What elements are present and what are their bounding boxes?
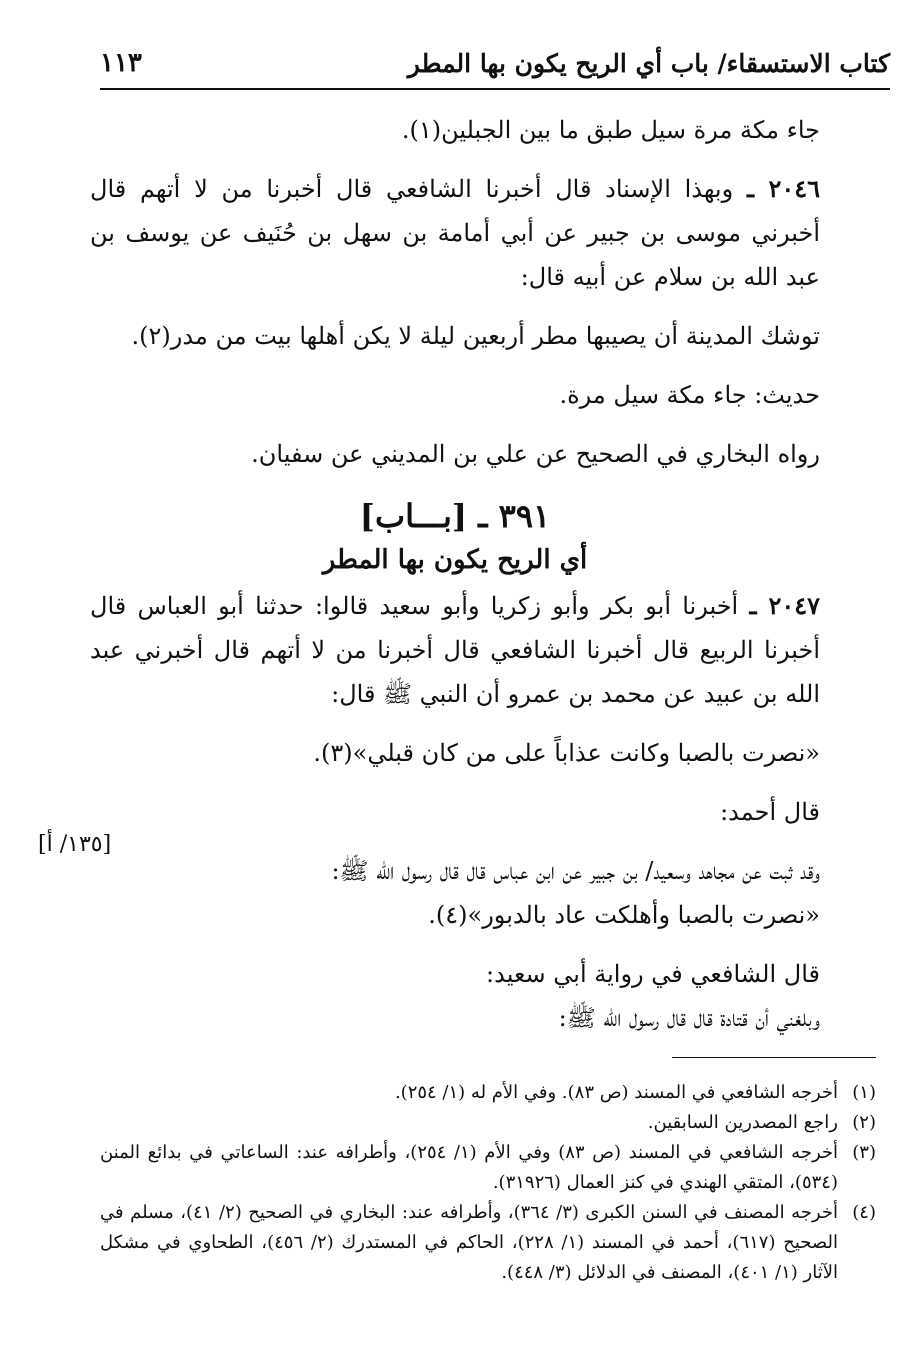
footnotes xyxy=(100,1078,876,1288)
paragraph: رواه البخاري في الصحيح عن علي بن المديني عن سفيان. xyxy=(251,440,820,468)
footnote-number: (٢) xyxy=(852,1112,876,1133)
footnote xyxy=(100,1078,876,1108)
footnote-number: (٤) xyxy=(852,1202,876,1223)
paragraph: وبلغني أن قتادة قال قال رسول الله ﷺ: xyxy=(558,1004,820,1032)
header-rule xyxy=(100,88,890,90)
paragraph: قال الشافعي في رواية أبي سعيد: xyxy=(486,960,820,988)
chapter-number: ٣٩١ ـ [بـــاب] xyxy=(359,497,551,535)
paragraph: «نصرت بالصبا وكانت عذاباً على من كان قبلي»(٣). xyxy=(313,739,820,767)
hadith-text: أخبرنا أبو بكر وأبو زكريا وأبو سعيد قالوا: حدثنا أبو العباس قال أخبرنا الربيع قال أخبرنا الشافعي قال أخبرنا من لا أتهم قال أخبرني عبد الله بن عبيد عن محمد بن عمرو أن النبي ﷺ قال: xyxy=(90,592,820,708)
paragraph: «نصرت بالصبا وأهلكت عاد بالدبور»(٤). xyxy=(428,901,820,929)
paragraph: توشك المدينة أن يصيبها مطر أربعين ليلة لا يكن أهلها بيت من مدر(٢). xyxy=(131,322,820,350)
manuscript-folio-ref: [١٣٥/ أ] xyxy=(38,832,112,857)
running-title: كتاب الاستسقاء/ باب أي الريح يكون بها المطر xyxy=(407,48,890,78)
footnote-rule xyxy=(672,1057,876,1058)
main-text xyxy=(90,108,820,1040)
footnote-number: (١) xyxy=(852,1082,876,1103)
hadith-text: وبهذا الإسناد قال أخبرنا الشافعي قال أخبرنا من لا أتهم قال أخبرني موسى بن جبير عن أبي أمامة بن سهل بن حُنَيف عن يوسف بن عبد الله بن سلام عن أبيه قال: xyxy=(90,175,820,291)
hadith-number: ٢٠٤٧ ـ xyxy=(749,591,820,620)
paragraph: وقد ثبت عن مجاهد وسعيد/ بن جبير عن ابن عباس قال قال رسول الله ﷺ: xyxy=(331,857,820,885)
footnote-text: أخرجه الشافعي في المسند (ص ٨٣) وفي الأم (١/ ٢٥٤)، وأطرافه عند: الساعاتي في بدائع المنن (٥٣٤)، المتقي الهندي في كنز العمال (٣١٩٢٦). xyxy=(100,1142,838,1193)
footnote xyxy=(100,1108,876,1138)
page-header xyxy=(100,38,890,88)
hadith-number: ٢٠٤٦ ـ xyxy=(746,174,820,203)
footnote-text: أخرجه الشافعي في المسند (ص ٨٣). وفي الأم له (١/ ٢٥٤). xyxy=(394,1082,838,1103)
hadith-2047 xyxy=(90,584,820,716)
paragraph: جاء مكة مرة سيل طبق ما بين الجبلين(١). xyxy=(401,116,820,144)
footnote xyxy=(100,1138,876,1198)
paragraph: حديث: جاء مكة سيل مرة. xyxy=(559,381,820,409)
footnote-number: (٣) xyxy=(852,1142,876,1163)
footnote-text: أخرجه المصنف في السنن الكبرى (٣/ ٣٦٤)، وأطرافه عند: البخاري في الصحيح (٢/ ٤١)، مسلم في الصحيح (٦١٧)، أحمد في المسند (١/ ٢٢٨)، الحاكم في المستدرك (٢/ ٤٥٦)، الطحاوي في مشكل الآثار (١/ ٤٠١)، المصنف في الدلائل (٣/ ٤٤٨). xyxy=(100,1202,838,1283)
hadith-2046 xyxy=(90,167,820,299)
paragraph: قال أحمد: xyxy=(720,798,820,826)
chapter-title: أي الريح يكون بها المطر xyxy=(322,545,588,575)
footnote-text: راجع المصدرين السابقين. xyxy=(647,1112,838,1133)
page-number: ١١٣ xyxy=(100,48,142,78)
footnote xyxy=(100,1198,876,1288)
